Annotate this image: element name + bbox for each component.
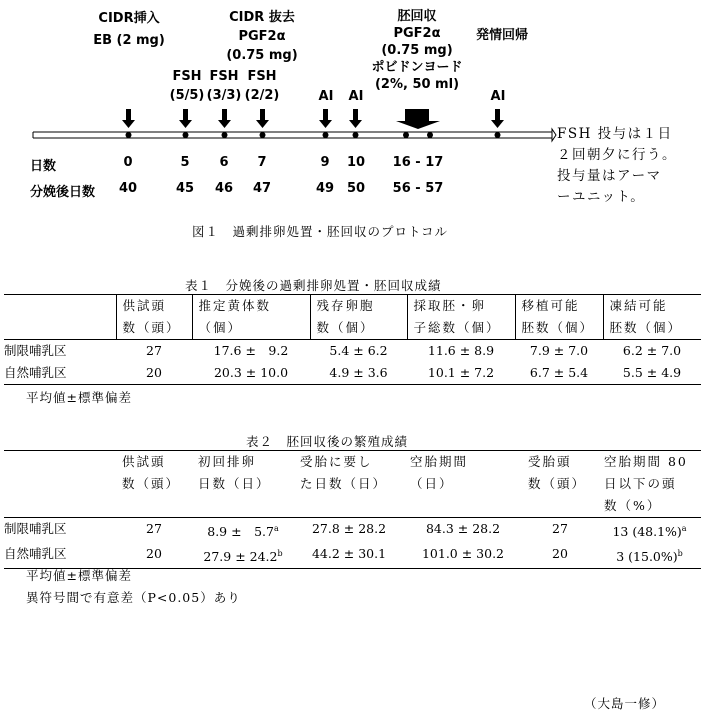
table1-header-cell: 移植可能 胚数（個） [515, 295, 603, 340]
significance-mark: b [277, 549, 283, 559]
table1-header-cell: 採取胚・卵 子総数（個） [407, 295, 515, 340]
postpartum-value: 56 - 57 [392, 181, 444, 196]
table-cell: 20 [146, 365, 162, 380]
fsh-note: FSH 投与は１日 ２回朝夕に行う。 投与量はアーマ ーユニット。 [557, 126, 677, 205]
row-label: 自然哺乳区 [4, 546, 67, 562]
postpartum-row-label: 分娩後日数 [30, 185, 96, 200]
event-estrus-return: 発情回帰 [475, 28, 528, 43]
table1-header-row [4, 295, 701, 340]
table-cell: 6.7 ± 5.4 [529, 365, 589, 380]
postpartum-value: 46 [214, 181, 234, 196]
table-cell: 4.9 ± 3.6 [329, 365, 388, 380]
day-value: 5 [180, 155, 190, 170]
table1-header-cell: 供試頭 数（頭） [116, 295, 192, 340]
table1-header-blank [4, 295, 116, 340]
arrow-day-16-17 [396, 109, 440, 138]
arrow-day-6 [218, 109, 231, 138]
table2-header-cell: 空胎期間 80 日以下の頭 数（%） [604, 454, 688, 513]
arrow-day-5 [179, 109, 192, 138]
table-row [4, 340, 701, 363]
day-value: 0 [123, 155, 133, 170]
table-row [4, 543, 701, 569]
table-cell: 27 [146, 521, 162, 536]
postpartum-value: 50 [346, 181, 366, 196]
table2-header-cell: 受胎頭 数（頭） [528, 454, 587, 491]
table-cell: 44.2 ± 30.1 [311, 546, 387, 562]
significance-mark: b [677, 549, 683, 559]
table-cell: 10.1 ± 7.2 [427, 365, 495, 380]
table-cell: 27 [552, 521, 568, 536]
significance-mark: a [681, 524, 687, 533]
day-value: 9 [320, 155, 330, 170]
arrow-day-7 [256, 109, 269, 138]
table-cell: 3 $(15.0\%)^b$ [616, 549, 683, 565]
table-cell: 6.2 ± 7.0 [622, 343, 682, 358]
table-cell: 7.9 ± 7.0 [529, 343, 589, 358]
table-cell: 27.9 ± 24.2$^b$ [203, 549, 283, 565]
day-value: 6 [219, 155, 229, 170]
table2 [4, 450, 701, 569]
row-label: 制限哺乳区 [4, 521, 67, 536]
event-fsh-2: FSH (3/3) [206, 69, 242, 103]
row-label: 制限哺乳区 [4, 343, 67, 358]
day-value: 7 [257, 155, 267, 170]
table1 [4, 294, 701, 385]
table2-header-cell: 空胎期間 （日） [410, 454, 469, 491]
table-cell: 20 [552, 546, 568, 562]
arrow-day-0 [122, 109, 135, 138]
event-embryo-collection: 胚回収 PGF2α (0.75 mg) ポビドンヨード (2%, 50 ml) [371, 9, 463, 92]
table-cell: 84.3 ± 28.2 [425, 521, 501, 536]
table-cell: 13 $(48.1\%)^a$ [612, 524, 687, 540]
table2-footnote: 平均値±標準偏差 [26, 568, 132, 583]
table-cell: 11.6 ± 8.9 [427, 343, 495, 358]
postpartum-value: 47 [252, 181, 272, 196]
postpartum-value: 45 [175, 181, 195, 196]
event-fsh-3: FSH (2/2) [244, 69, 280, 103]
event-ai-1: AI [318, 89, 334, 104]
table-row [4, 518, 701, 544]
table-cell: 20.3 ± 10.0 [213, 365, 289, 380]
table1-header-cell: 凍結可能 胚数（個） [603, 295, 701, 340]
arrow-day-9 [319, 109, 332, 138]
table1-header-cell: 推定黄体数 （個） [192, 295, 310, 340]
table2-header-row [4, 451, 701, 518]
postpartum-value: 49 [315, 181, 335, 196]
arrow-ai-3 [491, 109, 504, 138]
significance-mark: a [273, 524, 279, 533]
table2-header-cell: 供試頭 数（頭） [122, 454, 181, 491]
table2-footnote: 異符号間で有意差（P<0.05）あり [26, 590, 241, 605]
timeline-axis [0, 105, 560, 150]
table-row [4, 362, 701, 385]
event-ai-3: AI [490, 89, 506, 104]
table-cell: 27 [146, 343, 162, 358]
table2-header-cell: 受胎に要し た日数（日） [300, 454, 388, 491]
table1-caption: 表１ 分娩後の過剰排卵処置・胚回収成績 [185, 278, 442, 293]
day-value: 10 [346, 155, 366, 170]
table-cell: 101.0 ± 30.2 [421, 546, 505, 562]
author-credit: （大島一修） [584, 696, 666, 711]
days-row-label: 日数 [30, 159, 57, 174]
table-cell: 8.9 ± 5.7$^a$ [207, 524, 279, 540]
table2-header-blank [4, 451, 116, 518]
table1-footnote: 平均値±標準偏差 [26, 390, 132, 405]
event-ai-2: AI [348, 89, 364, 104]
event-cidr-remove: CIDR 抜去 PGF2α (0.75 mg) [226, 10, 298, 63]
event-fsh-1: FSH (5/5) [169, 69, 205, 103]
table1-header-cell: 残存卵胞 数（個） [310, 295, 407, 340]
table-cell: 27.8 ± 28.2 [311, 521, 387, 536]
row-label: 自然哺乳区 [4, 365, 67, 380]
postpartum-value: 40 [118, 181, 138, 196]
day-value: 16 - 17 [392, 155, 444, 170]
figure-caption: 図１ 過剰排卵処置・胚回収のプロトコル [192, 224, 449, 239]
arrow-day-10 [349, 109, 362, 138]
table-cell: 20 [146, 546, 162, 562]
table-cell: 17.6 ± 9.2 [213, 343, 289, 358]
event-cidr-insert: CIDR挿入 EB (2 mg) [93, 11, 165, 48]
table-cell: 5.5 ± 4.9 [622, 365, 682, 380]
table2-caption: 表２ 胚回収後の繁殖成績 [246, 434, 409, 449]
table2-header-cell: 初回排卵 日数（日） [198, 454, 271, 491]
timeline-arrowhead [552, 129, 556, 141]
table-cell: 5.4 ± 6.2 [329, 343, 388, 358]
